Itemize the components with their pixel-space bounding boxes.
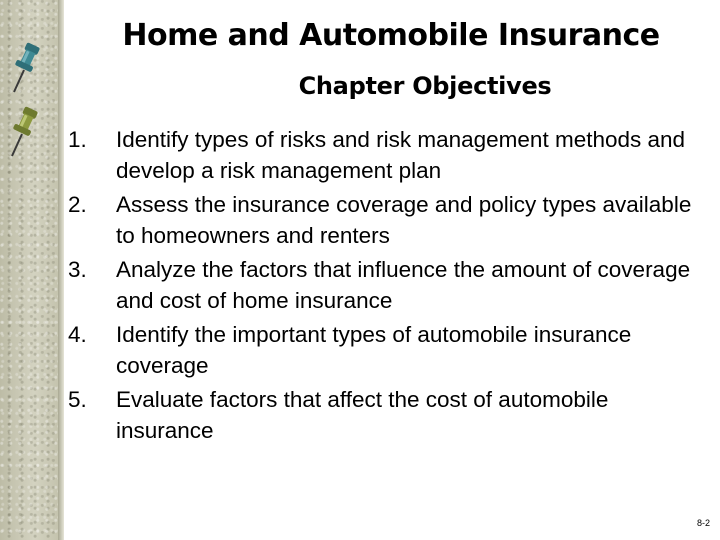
objective-number: 3.: [68, 257, 87, 282]
sidebar-edge: [58, 0, 64, 540]
objective-number: 1.: [68, 127, 87, 152]
objective-text: Analyze the factors that influence the amount of coverage and cost of home insurance: [116, 257, 691, 313]
objectives-list: [68, 124, 708, 449]
objective-number: 5.: [68, 387, 87, 412]
objective-number: 4.: [68, 322, 87, 347]
page-number: 8-2: [696, 518, 710, 528]
objective-item: [68, 254, 708, 316]
slide-subtitle: Chapter Objectives: [298, 72, 552, 100]
objective-item: [68, 384, 708, 446]
slide-title: Home and Automobile Insurance: [122, 18, 660, 53]
objective-text: Identify the important types of automobile insurance coverage: [116, 322, 632, 378]
objective-text: Evaluate factors that affect the cost of automobile insurance: [116, 387, 609, 443]
objective-text: Identify types of risks and risk management methods and develop a risk management plan: [116, 127, 686, 183]
objective-item: [68, 189, 708, 251]
objective-number: 2.: [68, 192, 87, 217]
objective-text: Assess the insurance coverage and policy types available to homeowners and renters: [116, 192, 692, 248]
objective-item: [68, 124, 708, 186]
pushpin-icon: [8, 104, 44, 160]
pushpin-icon: [10, 40, 46, 96]
objective-item: [68, 319, 708, 381]
